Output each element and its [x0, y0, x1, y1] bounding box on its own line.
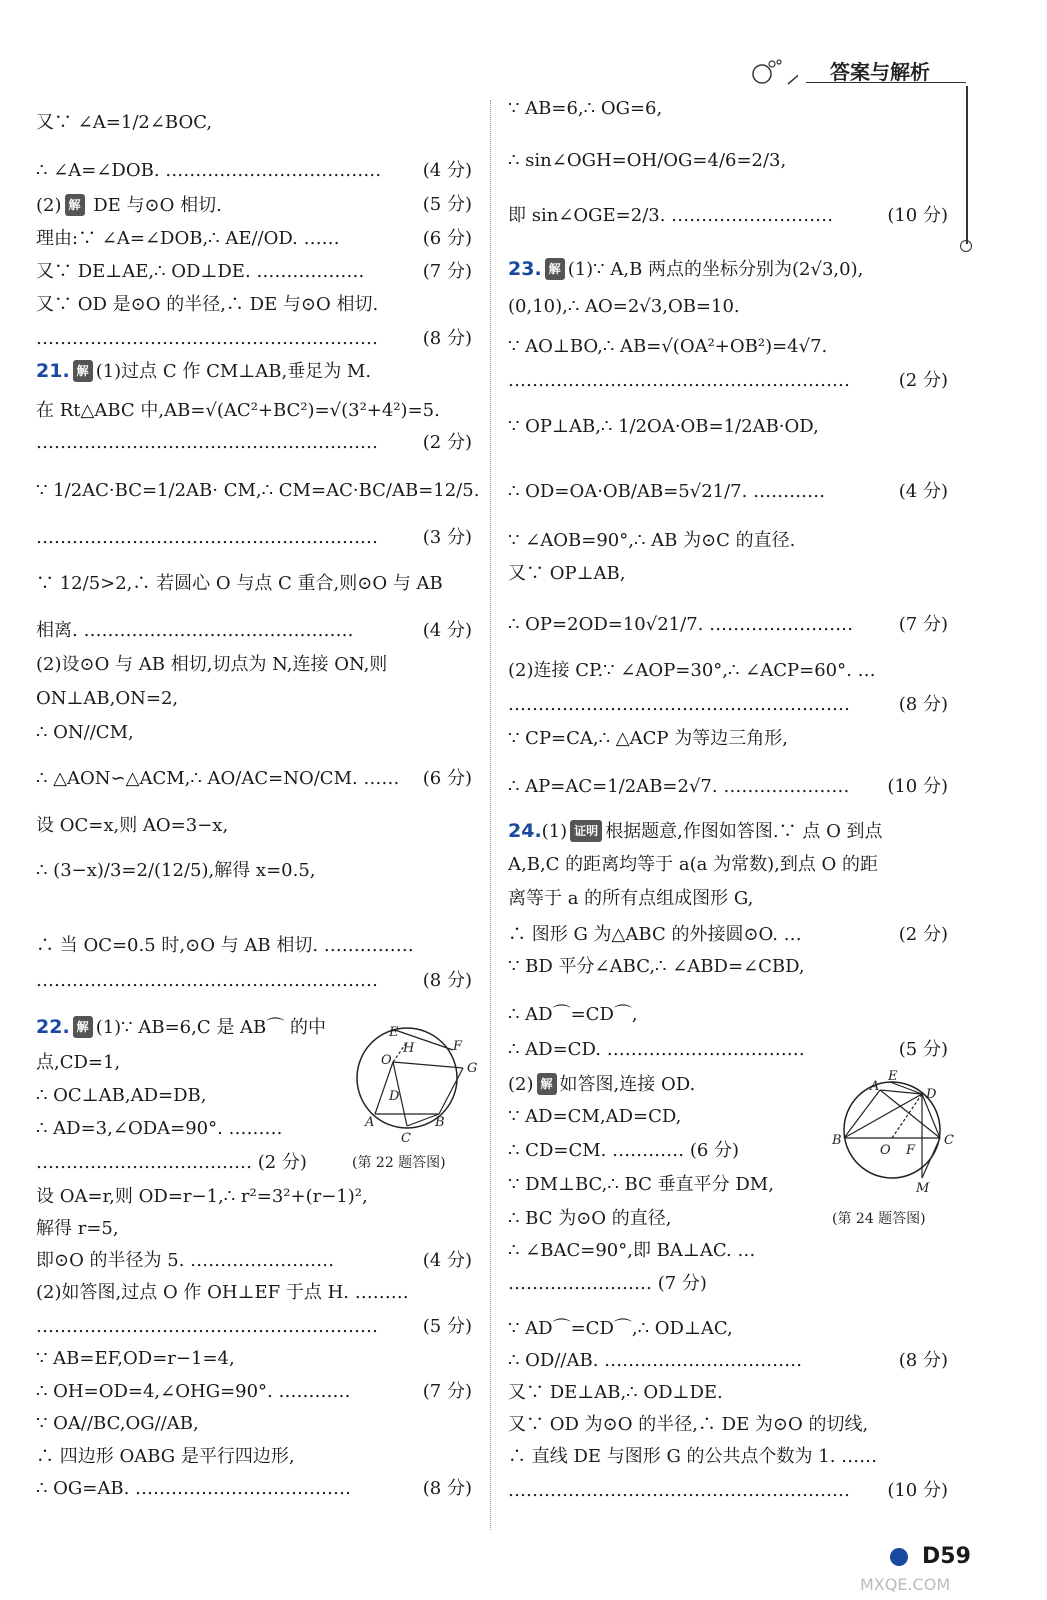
line-text: ∵ AD=CM,AD=CD,: [508, 1106, 682, 1127]
watermark: MXQE.COM: [860, 1575, 951, 1594]
fig22-label-b: B: [435, 1115, 445, 1130]
line-text: ∴ OH=OD=4,∠OHG=90°. …………: [36, 1381, 351, 1402]
solution-line: [508, 205, 948, 227]
solution-line: [508, 370, 948, 392]
solution-line: [508, 614, 948, 636]
fig24-label-o: O: [880, 1143, 891, 1158]
line-text: ∴ 当 OC=0.5 时,⊙O 与 AB 相切. ……………: [36, 935, 414, 956]
fig22-label-f: F: [453, 1039, 463, 1054]
score-label: (8 分): [422, 328, 472, 349]
solution-line: [508, 416, 948, 438]
solution-line: [36, 194, 472, 216]
fig22-label-e: E: [389, 1026, 399, 1040]
score-label: (4 分): [898, 481, 948, 502]
fig24-label-d: D: [926, 1087, 937, 1102]
solution-line: [508, 1273, 948, 1295]
line-text: (0,10),∴ AO=2√3,OB=10.: [508, 296, 740, 317]
solution-line: [36, 860, 472, 882]
line-text: …………………… (7 分): [508, 1273, 707, 1294]
line-text: ∴ AD=3,∠ODA=90°. ………: [36, 1118, 283, 1139]
solution-line: [36, 688, 472, 710]
line-text: ∴ 图形 G 为△ABC 的外接圆⊙O. …: [508, 924, 802, 945]
line-text: ∵ AB=6,∴ OG=6,: [508, 98, 663, 119]
solution-line: [36, 970, 472, 992]
fig24-line: [922, 1138, 940, 1178]
figure-22: [345, 1026, 485, 1146]
line-text: 又∵ DE⊥AE,∴ OD⊥DE. ………………: [36, 261, 365, 282]
fig24-label-c: C: [944, 1133, 954, 1148]
fig24-label-e: E: [888, 1069, 898, 1084]
line-text: DE 与⊙O 相切.: [87, 195, 222, 216]
line-text: (2): [508, 1074, 534, 1095]
page-badge-icon: [890, 1548, 908, 1566]
line-text: 又∵ OD 为⊙O 的半径,∴ DE 为⊙O 的切线,: [508, 1414, 869, 1435]
solution-line: [508, 1446, 948, 1468]
score-label: (2 分): [422, 432, 472, 453]
line-text: (2)设⊙O 与 AB 相切,切点为 N,连接 ON,则: [36, 654, 388, 675]
fig24-label-a: A: [870, 1079, 880, 1094]
score-label: (6 分): [422, 228, 472, 249]
fig22-line: [439, 1068, 463, 1114]
solution-line: [36, 1186, 472, 1208]
solution-tag: 解: [73, 1016, 93, 1038]
score-label: (7 分): [898, 614, 948, 635]
side-rule: [966, 86, 968, 244]
solution-tag: 解: [537, 1073, 557, 1095]
line-text: ∵ DM⊥BC,∴ BC 垂直平分 DM,: [508, 1174, 774, 1195]
line-text: (2)如答图,过点 O 作 OH⊥EF 于点 H. ………: [36, 1282, 409, 1303]
line-text: 理由:∵ ∠A=∠DOB,∴ AE//OD. ……: [36, 228, 340, 249]
line-text: ∵ BD 平分∠ABC,∴ ∠ABD=∠CBD,: [508, 956, 805, 977]
line-text: ∴ OP=2OD=10√21/7. ……………………: [508, 614, 854, 635]
solution-line: [36, 360, 472, 382]
solution-line: [36, 935, 472, 957]
solution-line: [36, 1446, 472, 1468]
fig24-label-f: F: [906, 1143, 916, 1158]
solution-line: [36, 261, 472, 283]
line-text: ∵ 1/2AC·BC=1/2AB· CM,∴ CM=AC·BC/AB=12/5.: [36, 480, 480, 501]
line-text: ∴ OG=AB. ………………………………: [36, 1478, 352, 1499]
decor-icon: [748, 56, 798, 86]
solution-line: [36, 768, 472, 790]
line-text: ∴ ∠A=∠DOB. ………………………………: [36, 160, 382, 181]
score-label: (5 分): [422, 1316, 472, 1337]
solution-line: [508, 956, 948, 978]
solution-line: [508, 1004, 948, 1026]
solution-tag: 证明: [570, 820, 602, 842]
score-label: (6 分): [422, 768, 472, 789]
line-text: (2): [36, 195, 62, 216]
solution-line: [36, 160, 472, 182]
line-text: ∵ AO⊥BO,∴ AB=√(OA²+OB²)=4√7.: [508, 336, 828, 357]
solution-line: [508, 694, 948, 716]
line-text: ∴ AD⌒=CD⌒,: [508, 1004, 638, 1025]
score-label: (4 分): [422, 620, 472, 641]
solution-line: [36, 432, 472, 454]
line-text: (1)∵ AB=6,C 是 AB⌒ 的中: [95, 1017, 327, 1038]
solution-line: [36, 527, 472, 549]
line-text: 即⊙O 的半径为 5. ……………………: [36, 1250, 335, 1271]
solution-line: [36, 228, 472, 250]
solution-line: [36, 328, 472, 350]
line-text: 解得 r=5,: [36, 1218, 119, 1239]
solution-line: [508, 336, 948, 358]
line-text: 点,CD=1,: [36, 1052, 121, 1073]
line-text: (1): [541, 821, 568, 842]
line-text: ∴ ON//CM,: [36, 722, 134, 743]
fig22-label-d: D: [389, 1089, 400, 1104]
solution-line: [508, 481, 948, 503]
question-number: 21.: [36, 360, 70, 382]
fig24-label-m: M: [916, 1181, 930, 1196]
line-text: 相离. ………………………………………: [36, 620, 354, 641]
line-text: 又∵ DE⊥AB,∴ OD⊥DE.: [508, 1382, 723, 1403]
line-text: ∴ CD=CM. ………… (6 分): [508, 1140, 740, 1161]
fig24-label-b: B: [832, 1133, 842, 1148]
score-label: (5 分): [898, 1039, 948, 1060]
solution-line: [508, 258, 948, 280]
fig22-label-g: G: [467, 1061, 478, 1076]
solution-line: [508, 296, 948, 318]
fig24-line: [844, 1094, 922, 1138]
line-text: …………………………………………………: [36, 970, 378, 991]
line-text: ∵ CP=CA,∴ △ACP 为等边三角形,: [508, 728, 788, 749]
line-text: 离等于 a 的所有点组成图形 G,: [508, 888, 754, 909]
solution-line: [36, 480, 480, 502]
solution-line: [36, 620, 472, 642]
line-text: ∵ 12/5>2,∴ 若圆心 O 与点 C 重合,则⊙O 与 AB: [36, 573, 443, 594]
solution-line: [508, 98, 948, 120]
solution-line: [508, 1039, 948, 1061]
line-text: ∴ AP=AC=1/2AB=2√7. …………………: [508, 776, 850, 797]
score-label: (7 分): [422, 1381, 472, 1402]
line-text: …………………………………………………: [36, 328, 378, 349]
fig22-label-a: A: [365, 1115, 375, 1130]
solution-line: [508, 1350, 948, 1372]
solution-line: [508, 150, 948, 172]
line-text: ∴ OD//AB. ……………………………: [508, 1350, 803, 1371]
solution-line: [508, 888, 948, 910]
score-label: (7 分): [422, 261, 472, 282]
figure-24: [830, 1068, 960, 1198]
line-text: 在 Rt△ABC 中,AB=√(AC²+BC²)=√(3²+4²)=5.: [36, 400, 440, 421]
solution-line: [508, 924, 948, 946]
solution-line: [36, 1316, 472, 1338]
solution-line: [36, 1250, 472, 1272]
solution-line: [36, 654, 472, 676]
solution-line: [508, 728, 948, 750]
line-text: ∵ AB=EF,OD=r−1=4,: [36, 1348, 235, 1369]
figure-22-caption: (第 22 题答图): [352, 1155, 446, 1171]
line-text: …………………………………………………: [36, 527, 378, 548]
line-text: (1)过点 C 作 CM⊥AB,垂足为 M.: [95, 361, 372, 382]
question-number: 23.: [508, 258, 542, 280]
column-divider: [490, 100, 491, 1530]
fig24-line: [844, 1090, 880, 1138]
solution-line: [508, 1480, 948, 1502]
line-text: ∴ (3−x)/3=2/(12/5),解得 x=0.5,: [36, 860, 316, 881]
solution-line: [36, 573, 472, 595]
question-number: 24.: [508, 820, 542, 842]
solution-line: [36, 1413, 472, 1435]
score-label: (2 分): [898, 924, 948, 945]
solution-line: [508, 563, 948, 585]
line-text: 设 OC=x,则 AO=3−x,: [36, 815, 229, 836]
solution-line: [508, 1414, 948, 1436]
line-text: ∴ △AON∽△ACM,∴ AO/AC=NO/CM. ……: [36, 768, 400, 789]
line-text: 设 OA=r,则 OD=r−1,∴ r²=3²+(r−1)²,: [36, 1186, 368, 1207]
solution-line: [36, 722, 472, 744]
line-text: …………………………………………………: [508, 1480, 850, 1501]
line-text: A,B,C 的距离均等于 a(a 为常数),到点 O 的距: [508, 854, 879, 875]
line-text: ∴ sin∠OGH=OH/OG=4/6=2/3,: [508, 150, 787, 171]
score-label: (8 分): [898, 1350, 948, 1371]
line-text: ∴ BC 为⊙O 的直径,: [508, 1208, 672, 1229]
solution-line: [508, 1382, 948, 1404]
line-text: …………………………………………………: [36, 1316, 378, 1337]
fig24-line: [892, 1094, 922, 1138]
solution-line: [36, 294, 472, 316]
line-text: 又∵ OP⊥AB,: [508, 563, 626, 584]
score-label: (10 分): [887, 776, 948, 797]
fig22-line: [375, 1062, 393, 1114]
page-header: [748, 52, 988, 92]
score-label: (8 分): [422, 1478, 472, 1499]
figure-24-caption: (第 24 题答图): [832, 1211, 926, 1227]
line-text: …………………………………………………: [36, 432, 378, 453]
solution-line: [508, 660, 948, 682]
line-text: ∵ OP⊥AB,∴ 1/2OA·OB=1/2AB·OD,: [508, 416, 819, 437]
solution-tag: 解: [65, 194, 85, 216]
solution-line: [508, 1318, 948, 1340]
line-text: 又∵ OD 是⊙O 的半径,∴ DE 与⊙O 相切.: [36, 294, 379, 315]
score-label: (2 分): [898, 370, 948, 391]
line-text: ON⊥AB,ON=2,: [36, 688, 179, 709]
line-text: ∴ AD=CD. ……………………………: [508, 1039, 805, 1060]
line-text: ……………………………… (2 分): [36, 1152, 307, 1173]
solution-line: [36, 1348, 472, 1370]
line-text: ∵ AD⌒=CD⌒,∴ OD⊥AC,: [508, 1318, 733, 1339]
line-text: ∴ 直线 DE 与图形 G 的公共点个数为 1. ……: [508, 1446, 878, 1467]
score-label: (8 分): [898, 694, 948, 715]
line-text: …………………………………………………: [508, 694, 850, 715]
side-knob-icon: [960, 240, 972, 252]
score-label: (10 分): [887, 1480, 948, 1501]
score-label: (4 分): [422, 160, 472, 181]
line-text: 又∵ ∠A=1/2∠BOC,: [36, 112, 213, 133]
solution-line: [508, 854, 948, 876]
solution-line: [508, 820, 948, 842]
line-text: 如答图,连接 OD.: [559, 1074, 696, 1095]
line-text: ∵ ∠AOB=90°,∴ AB 为⊙C 的直径.: [508, 530, 796, 551]
solution-line: [36, 1218, 472, 1240]
page-footer: [862, 1540, 1022, 1580]
line-text: ∴ ∠BAC=90°,即 BA⊥AC. …: [508, 1240, 756, 1261]
line-text: (2)连接 CP.∵ ∠AOP=30°,∴ ∠ACP=60°. …: [508, 660, 876, 681]
fig22-label-o: O: [381, 1053, 392, 1068]
solution-line: [36, 112, 472, 134]
fig22-label-h: H: [403, 1041, 415, 1056]
page-number: D59: [922, 1544, 971, 1569]
solution-line: [508, 1240, 948, 1262]
line-text: 根据题意,作图如答图.∵ 点 O 到点: [605, 821, 883, 842]
solution-tag: 解: [545, 258, 565, 280]
score-label: (5 分): [422, 194, 472, 215]
solution-tag: 解: [73, 360, 93, 382]
score-label: (3 分): [422, 527, 472, 548]
solution-line: [508, 530, 948, 552]
line-text: ∴ OC⊥AB,AD=DB,: [36, 1085, 207, 1106]
line-text: …………………………………………………: [508, 370, 850, 391]
line-text: (1)∵ A,B 两点的坐标分别为(2√3,0),: [567, 259, 864, 280]
score-label: (8 分): [422, 970, 472, 991]
line-text: ∴ 四边形 OABG 是平行四边形,: [36, 1446, 295, 1467]
solution-line: [508, 776, 948, 798]
solution-line: [36, 400, 472, 422]
question-number: 22.: [36, 1016, 70, 1038]
score-label: (10 分): [887, 205, 948, 226]
line-text: 即 sin∠OGE=2/3. ………………………: [508, 205, 834, 226]
solution-line: [36, 1381, 472, 1403]
solution-line: [36, 1282, 472, 1304]
solution-line: [36, 1478, 472, 1500]
header-title: 答案与解析: [830, 60, 930, 84]
fig22-line: [393, 1062, 463, 1068]
fig22-label-c: C: [401, 1131, 411, 1146]
score-label: (4 分): [422, 1250, 472, 1271]
line-text: ∴ OD=OA·OB/AB=5√21/7. …………: [508, 481, 826, 502]
line-text: ∵ OA//BC,OG//AB,: [36, 1413, 199, 1434]
solution-line: [36, 815, 472, 837]
